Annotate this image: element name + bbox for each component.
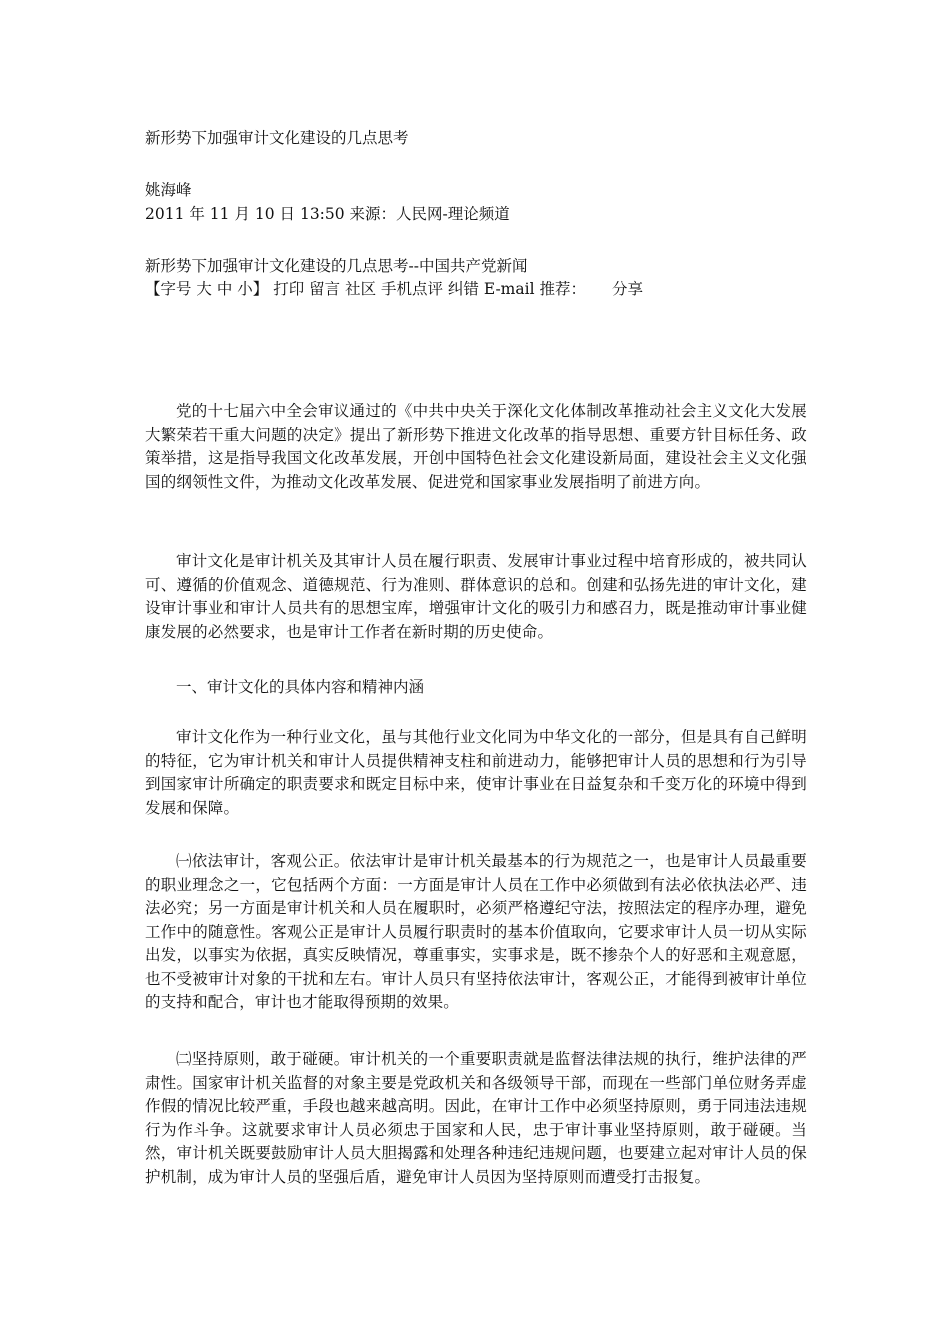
section-heading-1: 一、审计文化的具体内容和精神内涵: [176, 678, 425, 696]
paragraph-intro: 党的十七届六中全会审议通过的《中共中央关于深化文化体制改革推动社会主义文化大发展大繁荣若干重大问题的决定》提出了新形势下推进文化改革的指导思想、重要方针目标任务、政策举措，这是指导我国文化改革发展，开创中国特色社会文化建设新局面，建设社会主义文化强国的纲领性文件，为推动文化改革发展、促进党和国家事业发展指明了前进方向。: [145, 402, 807, 491]
article-author: 姚海峰: [145, 181, 192, 199]
paragraph-point-1: ㈠依法审计，客观公正。依法审计是审计机关最基本的行为规范之一，也是审计人员最重要的职业理念之一，它包括两个方面：一方面是审计人员在工作中必须做到有法必依执法必严、违法必究；另一方面是审计机关和人员在履职时，必须严格遵纪守法，按照法定的程序办理，避免工作中的随意性。客观公正是审计人员履行职责时的基本价值取向，它要求审计人员一切从实际出发，以事实为依据，真实反映情况，尊重事实，实事求是，既不掺杂个人的好恶和主观意愿，也不受被审计对象的干扰和左右。审计人员只有坚持依法审计，客观公正，才能得到被审计单位的支持和配合，审计也才能取得预期的效果。: [145, 852, 807, 1011]
toolbar-links[interactable]: 【字号 大 中 小】 打印 留言 社区 手机点评 纠错 E-mail 推荐：: [145, 280, 586, 298]
article-toolbar: [145, 279, 643, 299]
paragraph-definition: 审计文化是审计机关及其审计人员在履行职责、发展审计事业过程中培育形成的，被共同认可、遵循的价值观念、道德规范、行为准则、群体意识的总和。创建和弘扬先进的审计文化，建设审计事业和审计人员共有的思想宝库，增强审计文化的吸引力和感召力，既是推动审计事业健康发展的必然要求，也是审计工作者在新时期的历史使命。: [145, 552, 807, 641]
article-meta: 2011 年 11 月 10 日 13:50 来源：人民网-理论频道: [145, 205, 510, 223]
article-subtitle: 新形势下加强审计文化建设的几点思考--中国共产党新闻: [145, 257, 528, 275]
article-title: 新形势下加强审计文化建设的几点思考: [145, 129, 409, 147]
share-link[interactable]: 分享: [611, 280, 643, 298]
paragraph-section-1: 审计文化作为一种行业文化，虽与其他行业文化同为中华文化的一部分，但是具有自己鲜明的特征，它为审计机关和审计人员提供精神支柱和前进动力，能够把审计人员的思想和行为引导到国家审计所确定的职责要求和既定目标中来，使审计事业在日益复杂和千变万化的环境中得到发展和保障。: [145, 728, 807, 817]
paragraph-point-2: ㈡坚持原则，敢于碰硬。审计机关的一个重要职责就是监督法律法规的执行，维护法律的严肃性。国家审计机关监督的对象主要是党政机关和各级领导干部，而现在一些部门单位财务弄虚作假的情况比较严重，手段也越来越高明。因此，在审计工作中必须坚持原则，勇于同违法违规行为作斗争。这就要求审计人员必须忠于国家和人民，忠于审计事业坚持原则，敢于碰硬。当然，审计机关既要鼓励审计人员大胆揭露和处理各种违纪违规问题，也要建立起对审计人员的保护机制，成为审计人员的坚强后盾，避免审计人员因为坚持原则而遭受打击报复。: [145, 1050, 807, 1186]
